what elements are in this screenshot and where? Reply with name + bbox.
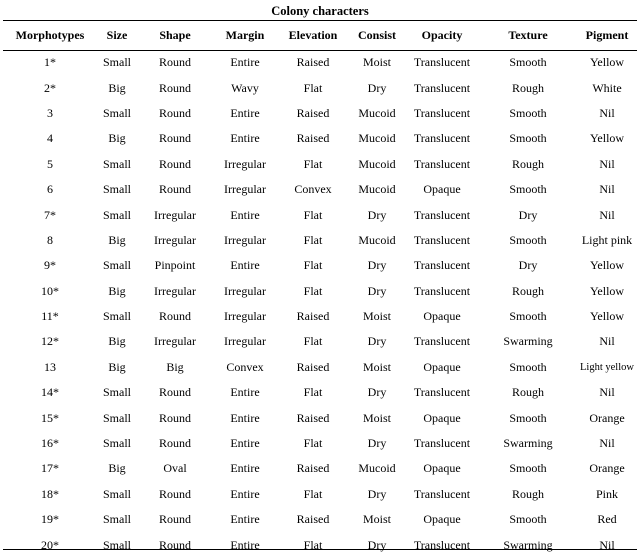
column-header-shape: Shape [159, 27, 191, 42]
table-cell-size: Small [102, 385, 131, 400]
table-cell-elevation: Flat [303, 258, 323, 273]
table-cell-opacity: Translucent [413, 537, 471, 552]
table-cell-size: Big [108, 461, 126, 476]
table-cell-margin: Entire [230, 105, 260, 120]
table-row [3, 253, 637, 278]
table-cell-size: Small [102, 512, 131, 527]
table-cell-texture: Smooth [509, 182, 547, 197]
table-cell-consist: Dry [367, 486, 387, 501]
table-cell-texture: Rough [511, 283, 544, 298]
table-cell-opacity: Translucent [413, 131, 471, 146]
table-row [3, 507, 637, 532]
table-cell-shape: Round [158, 131, 191, 146]
table-cell-size: Small [102, 156, 131, 171]
table-row [3, 126, 637, 151]
table-cell-margin: Entire [230, 131, 260, 146]
table-row [3, 75, 637, 100]
table-cell-margin: Irregular [224, 232, 266, 247]
table-cell-pigment: Yellow [589, 283, 625, 298]
table-cell-consist: Dry [367, 537, 387, 552]
table-cell-morphotypes: 10* [41, 283, 59, 298]
table-cell-size: Big [108, 334, 126, 349]
table-cell-margin: Entire [230, 537, 260, 552]
table-cell-shape: Irregular [154, 334, 196, 349]
table-cell-margin: Wavy [231, 80, 259, 95]
table-cell-consist: Dry [367, 80, 387, 95]
table-row [3, 228, 637, 253]
table-cell-morphotypes: 1* [44, 55, 56, 70]
table-cell-opacity: Opaque [423, 512, 461, 527]
table-cell-shape: Round [158, 80, 191, 95]
table-cell-size: Big [108, 80, 126, 95]
table-cell-morphotypes: 5 [47, 156, 53, 171]
table-cell-pigment: Orange [589, 461, 625, 476]
table-cell-texture: Swarming [503, 334, 553, 349]
table-cell-elevation: Flat [303, 385, 323, 400]
column-header-opacity: Opacity [421, 27, 463, 42]
table-cell-consist: Moist [362, 55, 391, 70]
table-row [3, 279, 637, 304]
table-cell-pigment: Yellow [589, 309, 625, 324]
table-cell-texture: Rough [511, 486, 544, 501]
table-cell-consist: Dry [367, 334, 387, 349]
table-cell-elevation: Flat [303, 283, 323, 298]
table-cell-margin: Entire [230, 436, 260, 451]
table-header-row [3, 20, 637, 50]
table-cell-pigment: Nil [599, 207, 615, 222]
column-header-margin: Margin [225, 27, 265, 42]
table-cell-texture: Smooth [509, 105, 547, 120]
table-cell-elevation: Flat [303, 486, 323, 501]
column-header-elevation: Elevation [288, 27, 338, 42]
colony-characters-table [3, 20, 637, 558]
table-cell-shape: Pinpoint [154, 258, 196, 273]
table-cell-elevation: Raised [296, 461, 330, 476]
table-cell-margin: Irregular [224, 182, 266, 197]
table-cell-opacity: Translucent [413, 80, 471, 95]
table-cell-opacity: Translucent [413, 334, 471, 349]
table-cell-margin: Entire [230, 385, 260, 400]
table-cell-elevation: Raised [296, 309, 330, 324]
table-cell-shape: Round [158, 410, 191, 425]
table-cell-consist: Mucoid [358, 156, 396, 171]
table-cell-pigment: Light pink [581, 232, 633, 247]
table-cell-opacity: Translucent [413, 486, 471, 501]
table-row [3, 101, 637, 126]
column-header-consist: Consist [357, 27, 396, 42]
table-cell-opacity: Opaque [423, 461, 461, 476]
table-cell-texture: Smooth [509, 461, 547, 476]
table-cell-morphotypes: 16* [41, 436, 59, 451]
table-cell-consist: Mucoid [358, 232, 396, 247]
table-cell-texture: Rough [511, 385, 544, 400]
table-cell-margin: Entire [230, 512, 260, 527]
table-cell-margin: Entire [230, 486, 260, 501]
table-cell-elevation: Flat [303, 232, 323, 247]
table-cell-pigment: White [592, 80, 622, 95]
table-cell-shape: Round [158, 156, 191, 171]
table-cell-size: Big [108, 131, 126, 146]
table-cell-morphotypes: 19* [41, 512, 59, 527]
table-cell-shape: Round [158, 436, 191, 451]
table-cell-consist: Dry [367, 207, 387, 222]
table-cell-pigment: Nil [599, 156, 615, 171]
table-cell-pigment: Nil [599, 182, 615, 197]
table-cell-texture: Smooth [509, 410, 547, 425]
table-cell-opacity: Opaque [423, 182, 461, 197]
table-cell-size: Small [102, 182, 131, 197]
table-cell-morphotypes: 6 [47, 182, 53, 197]
table-row [3, 431, 637, 456]
table-cell-elevation: Flat [303, 156, 323, 171]
table-row [3, 380, 637, 405]
table-cell-margin: Entire [230, 410, 260, 425]
table-cell-size: Small [102, 258, 131, 273]
table-cell-pigment: Yellow [589, 131, 625, 146]
table-cell-consist: Moist [362, 309, 391, 324]
table-cell-size: Small [102, 309, 131, 324]
table-row [3, 405, 637, 430]
table-cell-pigment: Nil [599, 105, 615, 120]
table-bottom-rule [3, 549, 637, 550]
table-cell-morphotypes: 8 [47, 232, 53, 247]
table-cell-shape: Oval [163, 461, 187, 476]
table-cell-morphotypes: 14* [41, 385, 59, 400]
table-cell-shape: Round [158, 512, 191, 527]
table-cell-margin: Convex [226, 359, 264, 374]
table-cell-elevation: Raised [296, 55, 330, 70]
table-cell-morphotypes: 12* [41, 334, 59, 349]
table-body [3, 50, 637, 558]
table-cell-pigment: Light yellow [580, 361, 634, 373]
table-cell-morphotypes: 20* [41, 537, 59, 552]
table-cell-consist: Moist [362, 512, 391, 527]
table-cell-consist: Mucoid [358, 461, 396, 476]
table-cell-texture: Smooth [509, 232, 547, 247]
table-cell-consist: Mucoid [358, 131, 396, 146]
table-cell-margin: Entire [230, 461, 260, 476]
table-cell-morphotypes: 7* [44, 207, 56, 222]
table-row [3, 50, 637, 75]
table-cell-pigment: Yellow [589, 258, 625, 273]
table-cell-margin: Entire [230, 207, 260, 222]
table-row [3, 304, 637, 329]
table-cell-pigment: Nil [599, 334, 615, 349]
table-cell-size: Small [102, 537, 131, 552]
column-header-size: Size [106, 27, 128, 42]
table-cell-size: Big [108, 359, 126, 374]
table-cell-opacity: Translucent [413, 436, 471, 451]
table-cell-opacity: Translucent [413, 283, 471, 298]
table-row [3, 152, 637, 177]
table-cell-texture: Smooth [509, 359, 547, 374]
table-cell-margin: Irregular [224, 309, 266, 324]
table-cell-consist: Dry [367, 385, 387, 400]
table-cell-elevation: Raised [296, 359, 330, 374]
table-cell-consist: Dry [367, 258, 387, 273]
table-cell-margin: Irregular [224, 334, 266, 349]
table-cell-opacity: Translucent [413, 105, 471, 120]
table-row [3, 329, 637, 354]
table-cell-size: Big [108, 283, 126, 298]
table-cell-texture: Rough [511, 156, 544, 171]
table-row [3, 355, 637, 380]
table-cell-texture: Rough [511, 80, 544, 95]
table-cell-opacity: Translucent [413, 258, 471, 273]
table-cell-pigment: Pink [595, 486, 618, 501]
table-cell-morphotypes: 4 [47, 131, 53, 146]
table-cell-consist: Mucoid [358, 105, 396, 120]
table-cell-shape: Round [158, 537, 191, 552]
table-cell-opacity: Opaque [423, 309, 461, 324]
table-cell-pigment: Orange [589, 410, 625, 425]
table-cell-size: Small [102, 207, 131, 222]
table-cell-elevation: Flat [303, 334, 323, 349]
table-cell-morphotypes: 17* [41, 461, 59, 476]
table-row [3, 482, 637, 507]
table-cell-shape: Irregular [154, 283, 196, 298]
table-cell-morphotypes: 2* [44, 80, 56, 95]
table-cell-morphotypes: 18* [41, 486, 59, 501]
table-cell-size: Small [102, 55, 131, 70]
table-cell-elevation: Raised [296, 105, 330, 120]
table-cell-texture: Smooth [509, 512, 547, 527]
table-cell-margin: Entire [230, 258, 260, 273]
table-cell-texture: Smooth [509, 131, 547, 146]
table-cell-consist: Moist [362, 359, 391, 374]
table-cell-elevation: Raised [296, 410, 330, 425]
table-cell-shape: Round [158, 486, 191, 501]
table-cell-elevation: Flat [303, 436, 323, 451]
table-cell-shape: Irregular [154, 207, 196, 222]
table-cell-morphotypes: 3 [47, 105, 53, 120]
table-cell-texture: Smooth [509, 55, 547, 70]
table-cell-elevation: Convex [294, 182, 332, 197]
table-cell-shape: Irregular [154, 232, 196, 247]
table-cell-size: Small [102, 105, 131, 120]
table-cell-pigment: Nil [599, 385, 615, 400]
table-cell-shape: Round [158, 309, 191, 324]
table-cell-size: Small [102, 486, 131, 501]
table-cell-elevation: Flat [303, 207, 323, 222]
table-cell-shape: Round [158, 385, 191, 400]
table-cell-morphotypes: 9* [44, 258, 56, 273]
table-cell-texture: Smooth [509, 309, 547, 324]
table-cell-texture: Swarming [503, 436, 553, 451]
table-cell-opacity: Translucent [413, 207, 471, 222]
column-header-morphotypes: Morphotypes [15, 27, 85, 42]
table-cell-shape: Round [158, 55, 191, 70]
table-cell-margin: Irregular [224, 283, 266, 298]
table-cell-elevation: Flat [303, 537, 323, 552]
table-cell-consist: Moist [362, 410, 391, 425]
table-cell-size: Big [108, 232, 126, 247]
table-cell-elevation: Flat [303, 80, 323, 95]
table-cell-shape: Round [158, 105, 191, 120]
table-cell-morphotypes: 13 [44, 359, 56, 374]
table-cell-opacity: Translucent [413, 55, 471, 70]
table-cell-elevation: Raised [296, 512, 330, 527]
table-cell-consist: Dry [367, 436, 387, 451]
table-cell-size: Small [102, 410, 131, 425]
table-cell-size: Small [102, 436, 131, 451]
column-header-texture: Texture [508, 27, 548, 42]
table-cell-morphotypes: 15* [41, 410, 59, 425]
table-cell-margin: Entire [230, 55, 260, 70]
table-cell-pigment: Nil [599, 537, 615, 552]
table-cell-texture: Swarming [503, 537, 553, 552]
table-row [3, 202, 637, 227]
table-cell-texture: Dry [518, 258, 538, 273]
table-cell-shape: Big [166, 359, 184, 374]
table-cell-pigment: Nil [599, 436, 615, 451]
table-cell-pigment: Red [597, 512, 617, 527]
table-cell-morphotypes: 11* [41, 309, 59, 324]
table-row [3, 532, 637, 557]
table-cell-texture: Dry [518, 207, 538, 222]
column-header-pigment: Pigment [585, 27, 629, 42]
table-row [3, 177, 637, 202]
table-caption: Colony characters [271, 4, 369, 18]
table-cell-consist: Dry [367, 283, 387, 298]
table-cell-opacity: Translucent [413, 156, 471, 171]
table-cell-elevation: Raised [296, 131, 330, 146]
table-cell-consist: Mucoid [358, 182, 396, 197]
table-cell-pigment: Yellow [589, 55, 625, 70]
table-cell-margin: Irregular [224, 156, 266, 171]
table-cell-opacity: Opaque [423, 359, 461, 374]
table-cell-opacity: Translucent [413, 385, 471, 400]
table-row [3, 456, 637, 481]
table-cell-opacity: Opaque [423, 410, 461, 425]
table-cell-opacity: Translucent [413, 232, 471, 247]
table-cell-shape: Round [158, 182, 191, 197]
